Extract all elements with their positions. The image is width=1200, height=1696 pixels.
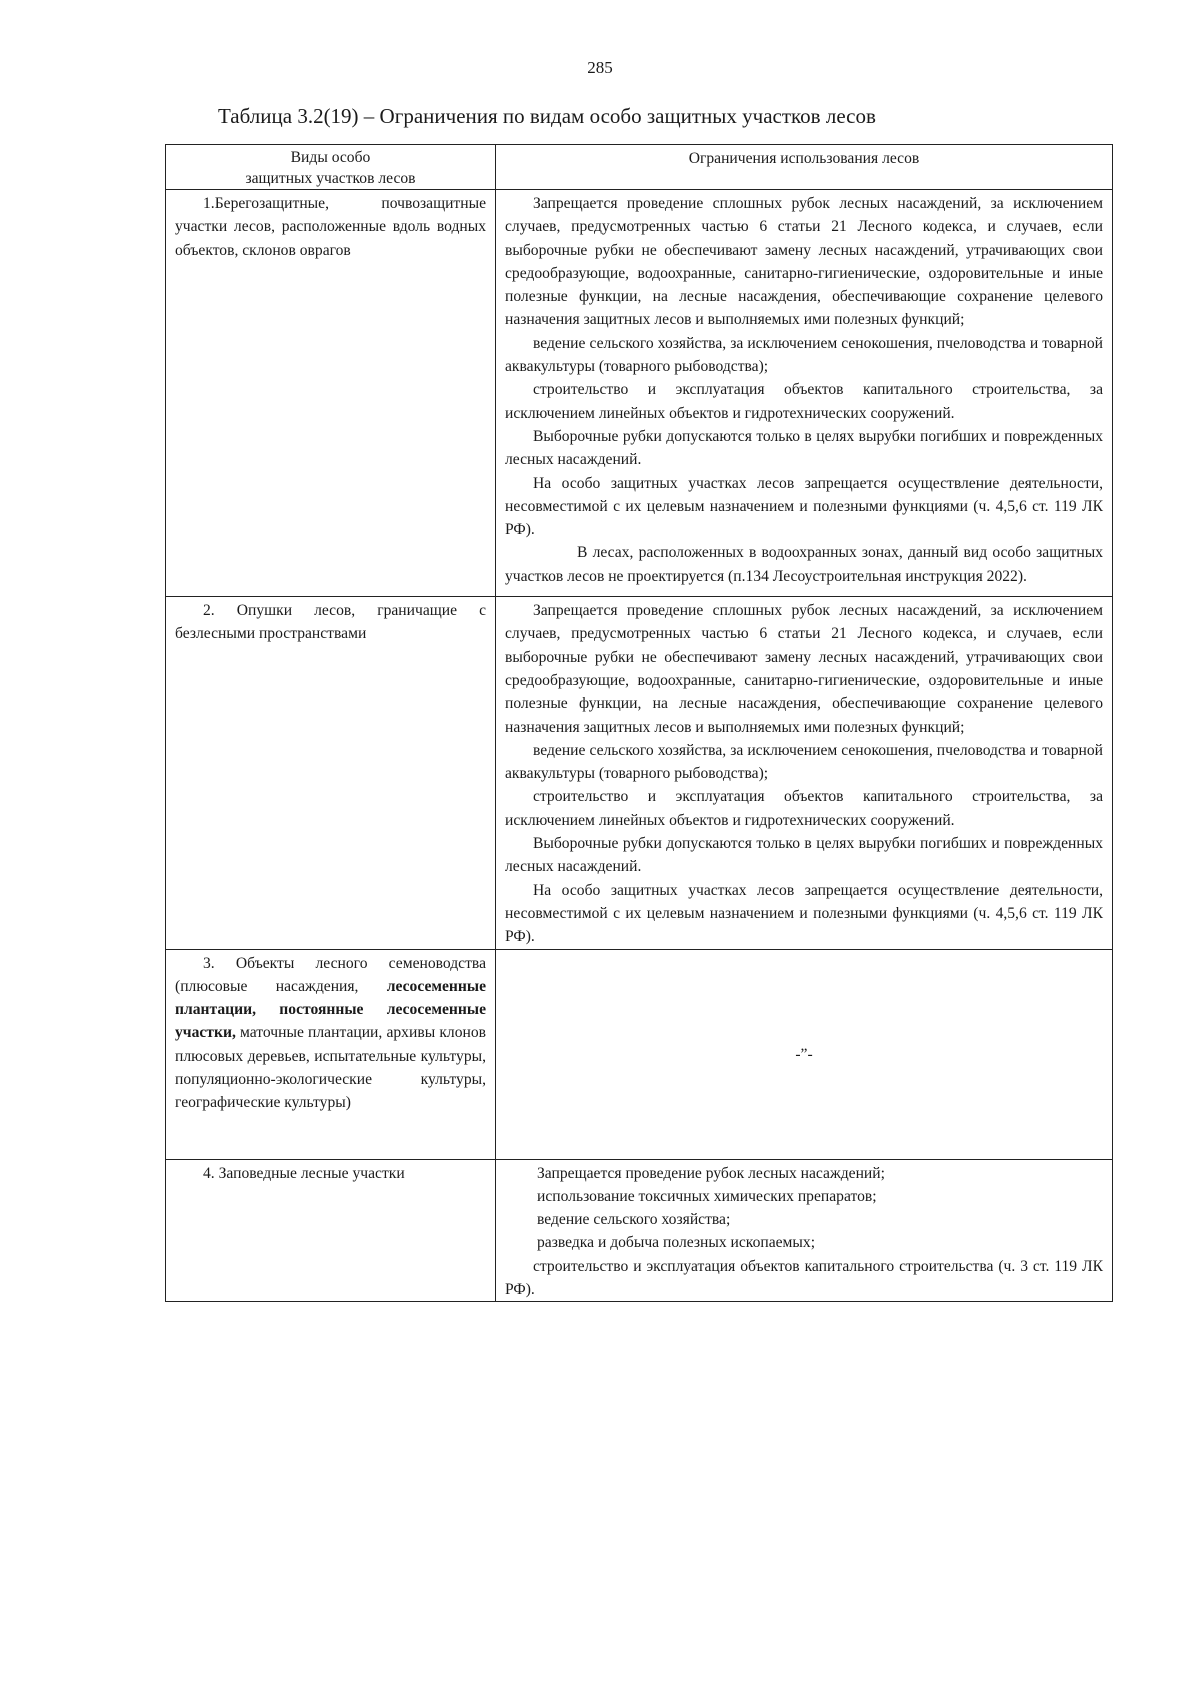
row-restrictions-cell [496,190,1113,597]
restriction-paragraph: На особо защитных участках лесов запрещается осуществление деятельности, несовместимой с их целевым назначением и полезными функциями (ч. 4,5,6 ст. 119 ЛК РФ). [505,881,1103,946]
row-type-text: маточные плантации, архивы клонов плюсовых деревьев, испытательные культуры, популяционно-экологические культуры, географические культуры) [175,1024,486,1112]
table-row [166,949,1113,1159]
table-title: Таблица 3.2(19) – Ограничения по видам особо защитных участков лесов [218,104,876,128]
restriction-paragraph: ведение сельского хозяйства; [537,1211,731,1229]
restriction-paragraph: строительство и эксплуатация объектов капитального строительства, за исключением линейных объектов и гидротехнических сооружений. [505,788,1103,829]
restriction-paragraph: разведка и добыча полезных ископаемых; [537,1234,816,1252]
row-type-bold-text: лесосеменные плантации, постоянные лесосеменные участки, [175,977,486,1042]
restrictions-table [165,144,1113,1302]
ditto-mark: -”- [496,949,1113,1159]
restriction-paragraph: строительство и эксплуатация объектов капитального строительства (ч. 3 ст. 119 ЛК РФ). [505,1257,1103,1298]
row-restrictions-cell [496,1159,1113,1302]
restriction-paragraph: ведение сельского хозяйства, за исключением сенокошения, пчеловодства и товарной аквакультуры (товарного рыбоводства); [505,741,1103,783]
restriction-paragraph: Запрещается проведение сплошных рубок лесных насаждений, за исключением случаев, предусмотренных частью 6 статьи 21 Лесного кодекса, и случаев, если выборочные рубки не обеспечивают замену лесных насаждений, утрачивающих свои средообразующие, водоохранные, санитарно-гигиенические, оздоровительные и иные полезные функции, на лесные насаждения, обеспечивающие сохранение целевого назначения защитных лесов и выполняемых ими полезных функций; [505,602,1103,736]
page-number: 285 [587,58,613,77]
header-col1-line2: защитных участков лесов [245,170,416,187]
table-row [166,1159,1113,1302]
table-header-row [166,145,1113,190]
header-forest-use-restrictions: Ограничения использования лесов [496,145,1113,190]
row-type-text: 3. Объекты лесного семеноводства (плюсовые насаждения, [175,954,486,995]
restriction-paragraph: использование токсичных химических препаратов; [537,1187,877,1205]
header-col1-line1: Виды особо [290,149,371,166]
restriction-paragraph: На особо защитных участках лесов запрещается осуществление деятельности, несовместимой с их целевым назначением и полезными функциями (ч. 4,5,6 ст. 119 ЛК РФ). [505,474,1103,539]
table-row [166,190,1113,597]
row-restrictions-cell [496,597,1113,949]
restriction-paragraph: Запрещается проведение рубок лесных насаждений; [537,1164,885,1182]
restriction-paragraph: ведение сельского хозяйства, за исключением сенокошения, пчеловодства и товарной аквакультуры (товарного рыбоводства); [505,334,1103,376]
row-type-cell: 4. Заповедные лесные участки [166,1159,496,1302]
row-type-cell: 2. Опушки лесов, граничащие с безлесными пространствами [166,597,496,949]
header-protective-area-types [166,145,496,190]
restriction-paragraph: Выборочные рубки допускаются только в целях вырубки погибших и поврежденных лесных насаждений. [505,835,1103,876]
restriction-paragraph: строительство и эксплуатация объектов капитального строительства, за исключением линейных объектов и гидротехнических сооружений. [505,381,1103,422]
restriction-paragraph: В лесах, расположенных в водоохранных зонах, данный вид особо защитных участков лесов не проектируется (п.134 Лесоустроительная инструкция 2022). [505,544,1103,585]
row-type-cell: 1.Берегозащитные, почвозащитные участки лесов, расположенные вдоль водных объектов, склонов оврагов [166,190,496,597]
restriction-paragraph: Выборочные рубки допускаются только в целях вырубки погибших и поврежденных лесных насаждений. [505,427,1103,469]
row-type-cell [166,949,496,1159]
table-row [166,597,1113,949]
restriction-paragraph: Запрещается проведение сплошных рубок лесных насаждений, за исключением случаев, предусмотренных частью 6 статьи 21 Лесного кодекса, и случаев, если выборочные рубки не обеспечивают замену лесных насаждений, утрачивающих свои средообразующие, водоохранные, санитарно-гигиенические, оздоровительные и иные полезные функции, на лесные насаждения, обеспечивающие сохранение целевого назначения защитных лесов и выполняемых ими полезных функций; [505,195,1103,329]
